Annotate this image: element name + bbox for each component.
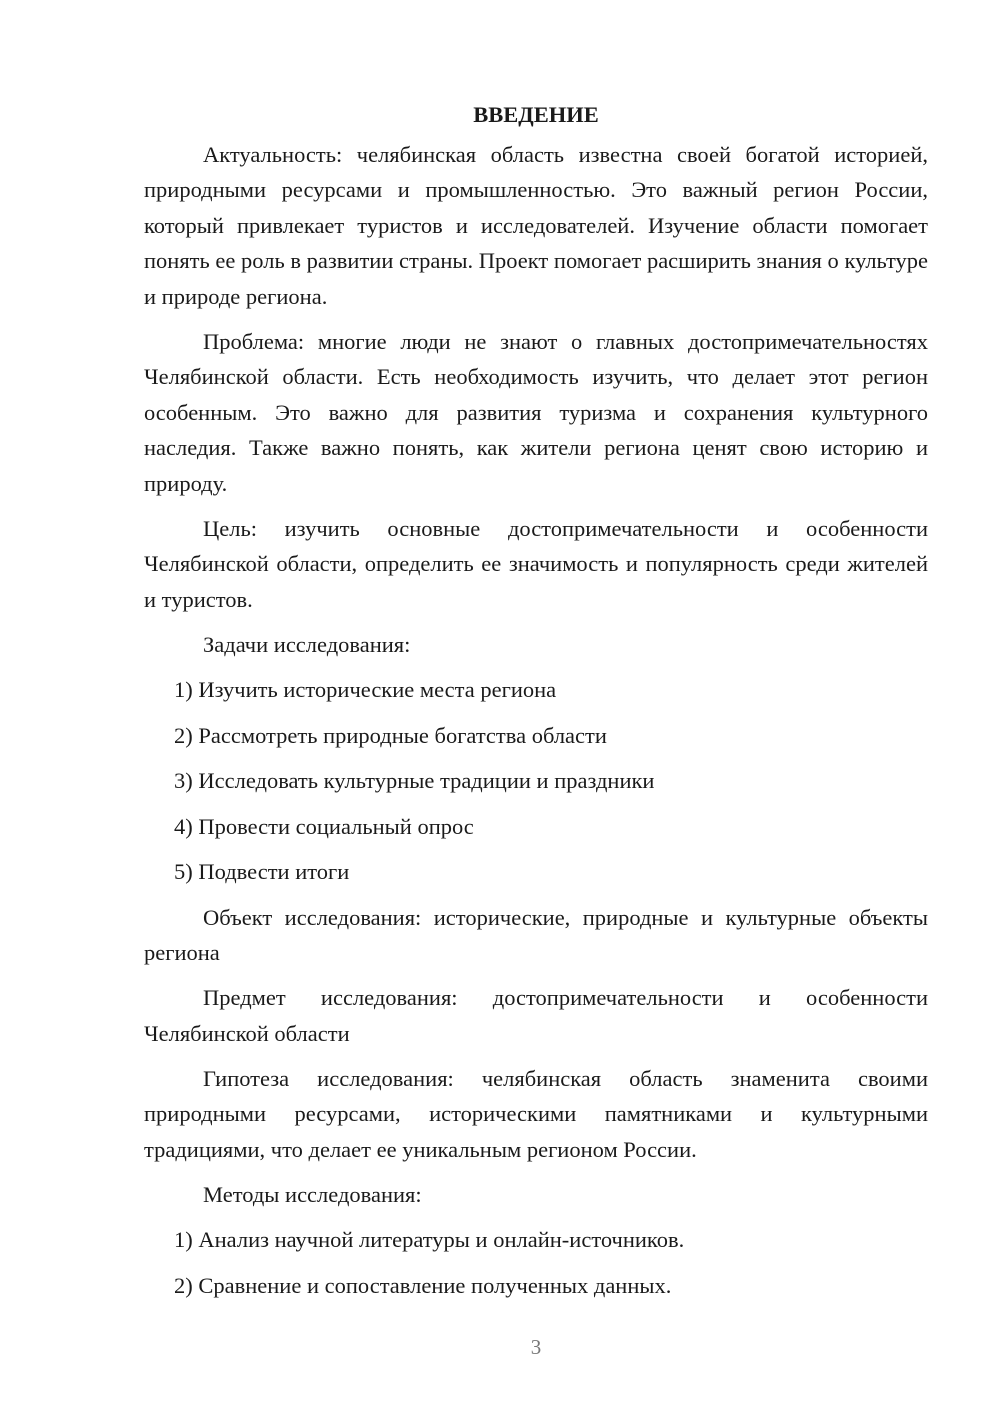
list-item: 3) Исследовать культурные традиции и праздники (174, 768, 655, 793)
section-title: ВВЕДЕНИЕ (473, 102, 599, 127)
hypothesis-paragraph: Гипотеза исследования: челябинская область знаменита своими природными ресурсами, историческими памятниками и культурными традициями, что делает ее уникальным регионом России. (144, 1065, 928, 1162)
page-number: 3 (530, 1335, 542, 1359)
goal-paragraph: Цель: изучить основные достопримечательности и особенности Челябинской области, определить ее значимость и популярность среди жителей и туристов. (144, 515, 928, 612)
methods-heading: Методы исследования: (203, 1181, 422, 1207)
page-content (144, 97, 928, 1313)
list-item: 2) Сравнение и сопоставление полученных данных. (174, 1272, 672, 1298)
relevance-paragraph: Актуальность: челябинская область известна своей богатой историей, природными ресурсами и промышленностью. Это важный регион России, который привлекает туристов и исследователей. Изучение области помогает понять ее роль в развитии страны. Проект помогает расширить знания о культуре и природе региона. (144, 141, 928, 309)
subject-paragraph: Предмет исследования: достопримечательности и особенности Челябинской области (144, 985, 928, 1046)
list-item: 1) Изучить исторические места региона (174, 677, 557, 702)
list-item: 4) Провести социальный опрос (174, 813, 474, 839)
list-item: 1) Анализ научной литературы и онлайн-источников. (174, 1227, 685, 1252)
list-item: 2) Рассмотреть природные богатства области (174, 722, 607, 748)
methods-list (144, 1222, 928, 1303)
object-paragraph: Объект исследования: исторические, природные и культурные объекты региона (144, 904, 928, 965)
tasks-heading: Задачи исследования: (203, 631, 411, 657)
tasks-list (144, 672, 928, 890)
list-item: 5) Подвести итоги (174, 859, 350, 884)
problem-paragraph: Проблема: многие люди не знают о главных достопримечательностях Челябинской области. Есть необходимость изучить, что делает этот регион особенным. Это важно для развития туризма и сохранения культурного наследия. Также важно понять, как жители региона ценят свою историю и природу. (144, 328, 928, 496)
